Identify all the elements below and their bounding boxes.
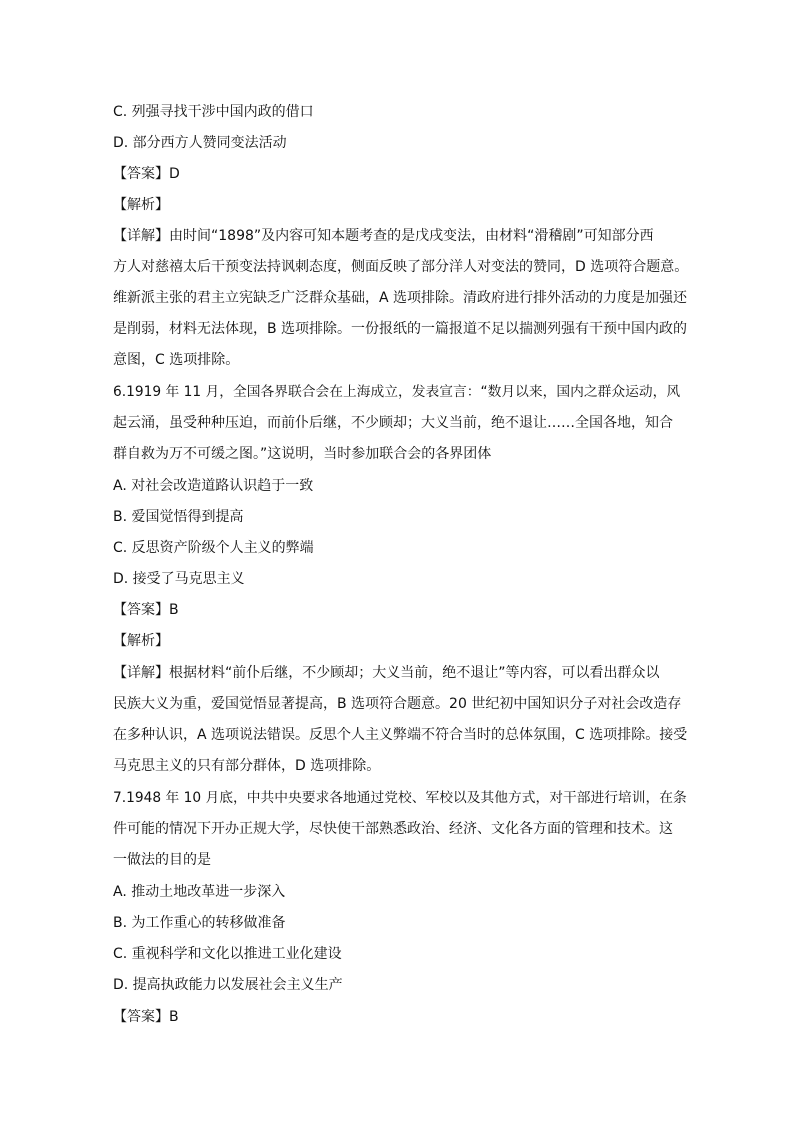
q6-option-b: B. 爱国觉悟得到提高 — [113, 509, 244, 525]
q6-option-a: A. 对社会改造道路认识趋于一致 — [113, 478, 314, 494]
q5-detail-line: 【详解】由时间“1898”及内容可知本题考查的是戊戌变法，由材料“滑稽剧”可知部分西 — [113, 228, 654, 244]
q7-option-a: A. 推动土地改革进一步深入 — [113, 884, 286, 900]
q5-detail-line: 意图，C 选项排除。 — [113, 352, 240, 368]
q6-option-c: C. 反思资产阶级个人主义的弊端 — [113, 540, 314, 556]
q6-detail-line: 在多种认识，A 选项说法错误。反思个人主义弊端不符合当时的总体氛围，C 选项排除。接受 — [113, 727, 688, 743]
q7-option-b: B. 为工作重心的转移做准备 — [113, 915, 286, 931]
q6-answer: 【答案】B — [113, 602, 179, 618]
q7-stem-line: 件可能的情况下开办正规大学，尽快使干部熟悉政治、经济、文化各方面的管理和技术。这 — [113, 821, 673, 837]
q5-detail-line: 维新派主张的君主立宪缺乏广泛群众基础，A 选项排除。清政府进行排外活动的力度是加强还 — [113, 290, 688, 306]
q5-option-d: D. 部分西方人赞同变法活动 — [113, 135, 287, 151]
q7-answer: 【答案】B — [113, 1009, 179, 1025]
q6-detail-line: 民族大义为重，爱国觉悟显著提高，B 选项符合题意。20 世纪初中国知识分子对社会改造存 — [113, 696, 682, 712]
q5-detail-line: 是削弱，材料无法体现，B 选项排除。一份报纸的一篇报道不足以揣测列强有干预中国内政的 — [113, 321, 688, 337]
q7-stem-line: 一做法的目的是 — [113, 852, 211, 868]
q6-detail-line: 【详解】根据材料“前仆后继，不少顾却；大义当前，绝不退让”等内容，可以看出群众以 — [113, 665, 660, 681]
q7-stem-line: 7.1948 年 10 月底，中共中央要求各地通过党校、军校以及其他方式，对干部进行培训，在条 — [113, 790, 687, 806]
q7-option-d: D. 提高执政能力以发展社会主义生产 — [113, 977, 343, 993]
q7-option-c: C. 重视科学和文化以推进工业化建设 — [113, 946, 342, 962]
q5-option-c: C. 列强寻找干涉中国内政的借口 — [113, 104, 314, 120]
q6-stem-line: 群自救为万不可缓之图。”这说明，当时参加联合会的各界团体 — [113, 446, 492, 462]
q6-stem-line: 起云涌，虽受种种压迫，而前仆后继，不少顾却；大义当前，绝不退让……全国各地，知合 — [113, 415, 673, 431]
q5-detail-line: 方人对慈禧太后干预变法持讽刺态度，侧面反映了部分洋人对变法的赞同，D 选项符合题意。 — [113, 259, 689, 275]
q6-analysis-heading: 【解析】 — [113, 633, 169, 649]
q5-answer: 【答案】D — [113, 166, 180, 182]
q6-option-d: D. 接受了马克思主义 — [113, 571, 245, 587]
q6-stem-line: 6.1919 年 11 月，全国各界联合会在上海成立，发表宣言：“数月以来，国内之群众运动，风 — [113, 384, 681, 400]
q5-analysis-heading: 【解析】 — [113, 197, 169, 213]
q6-detail-line: 马克思主义的只有部分群体，D 选项排除。 — [113, 758, 381, 774]
